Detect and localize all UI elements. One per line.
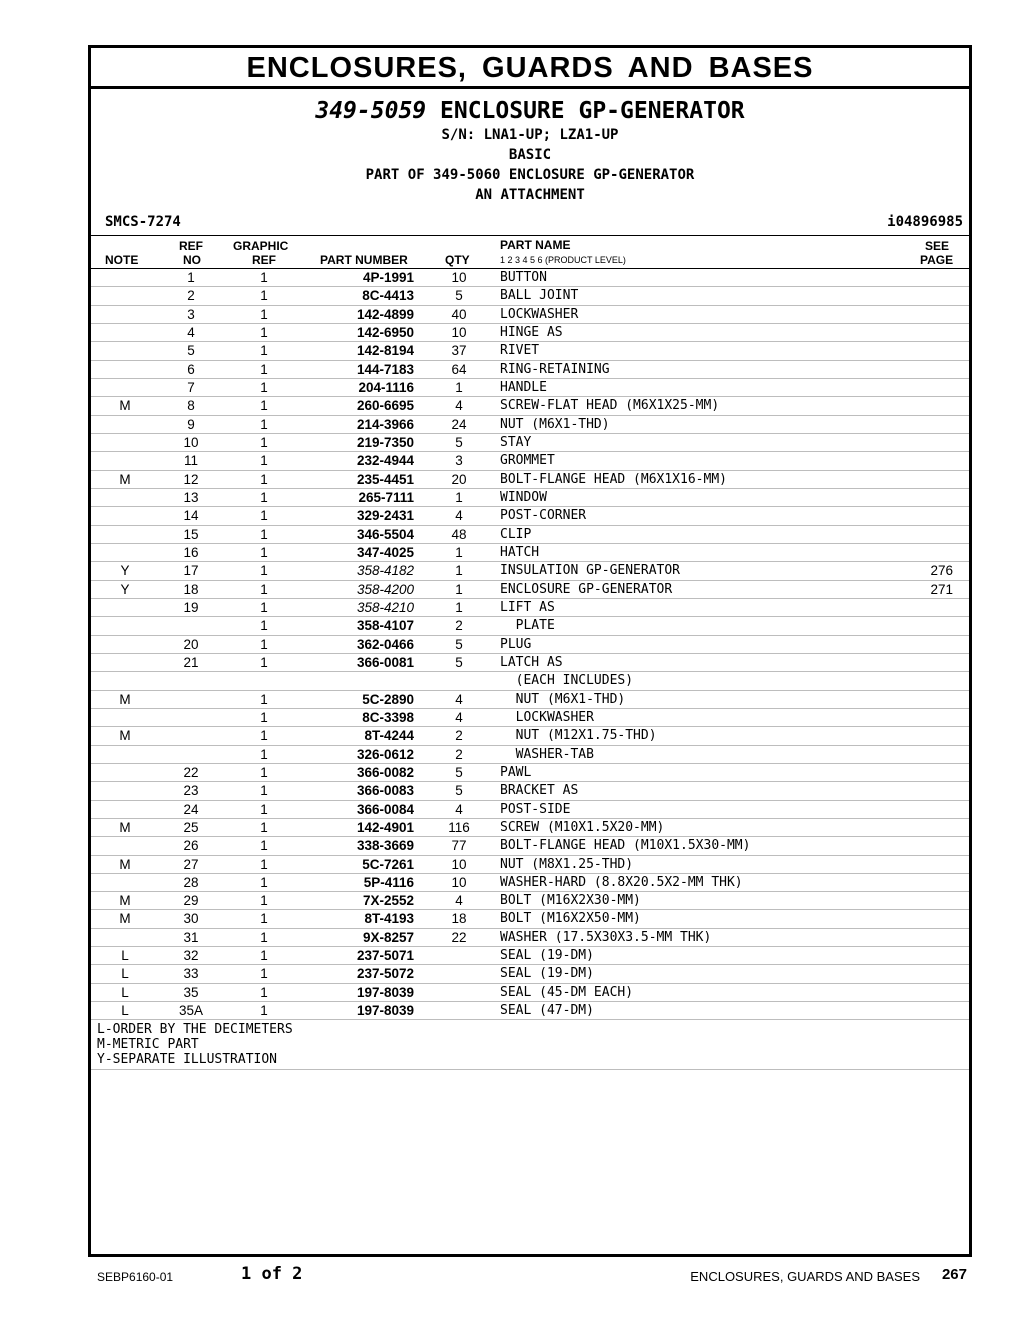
graphic-ref-cell: 1 xyxy=(260,544,268,560)
part-name-cell: NUT (M6X1-THD) xyxy=(500,691,626,707)
graphic-ref-cell: 1 xyxy=(260,508,268,524)
part-number-link[interactable]: 142-8194 xyxy=(356,343,414,359)
graphic-ref-cell: 1 xyxy=(260,599,268,615)
table-row xyxy=(91,471,969,489)
table-row xyxy=(91,379,969,397)
table-row xyxy=(91,746,969,764)
part-name-cell: SEAL (19-DM) xyxy=(500,948,594,964)
part-name-cell: PAWL xyxy=(500,764,532,780)
table-row xyxy=(91,965,969,983)
graphic-ref-cell: 1 xyxy=(260,581,268,597)
part-number-link[interactable]: 8T-4244 xyxy=(364,728,414,744)
footer-page-number: 267 xyxy=(941,1266,967,1283)
col-see-bottom: PAGE xyxy=(920,253,954,267)
part-number-link[interactable]: 142-4901 xyxy=(356,819,414,835)
graphic-ref-cell: 1 xyxy=(260,618,268,634)
qty-cell: 5 xyxy=(455,654,463,670)
table-row xyxy=(91,782,969,800)
parts-table xyxy=(91,269,969,1020)
graphic-ref-cell: 1 xyxy=(260,379,268,395)
table-row xyxy=(91,306,969,324)
note-cell: M xyxy=(119,728,131,744)
table-row xyxy=(91,361,969,379)
note-cell: M xyxy=(119,819,131,835)
graphic-ref-cell: 1 xyxy=(260,709,268,725)
col-qty: QTY xyxy=(445,253,470,267)
part-number-link[interactable]: 214-3966 xyxy=(356,416,414,432)
graphic-ref-cell: 1 xyxy=(260,948,268,964)
section-title: ENCLOSURES, GUARDS AND BASES xyxy=(91,48,969,89)
qty-cell: 5 xyxy=(455,434,463,450)
table-row xyxy=(91,764,969,782)
qty-cell: 2 xyxy=(455,618,463,634)
footer-doc-id: SEBP6160-01 xyxy=(97,1270,174,1284)
table-row xyxy=(91,709,969,727)
qty-cell: 5 xyxy=(455,764,463,780)
ref-no-cell: 18 xyxy=(183,581,199,597)
qty-cell: 5 xyxy=(455,636,463,652)
table-row xyxy=(91,397,969,415)
part-number-link[interactable]: 5C-2890 xyxy=(362,691,414,707)
table-row xyxy=(91,801,969,819)
part-number-link[interactable]: 326-0612 xyxy=(356,746,414,762)
graphic-ref-cell: 1 xyxy=(260,343,268,359)
ref-no-cell: 21 xyxy=(183,654,199,670)
note-cell: M xyxy=(119,471,131,487)
part-number-link[interactable]: 358-4107 xyxy=(356,618,414,634)
qty-cell: 37 xyxy=(451,343,467,359)
ref-no-cell: 35 xyxy=(183,984,199,1000)
part-number-link[interactable]: 358-4210 xyxy=(356,599,414,615)
level-label: BASIC xyxy=(508,147,552,163)
table-row xyxy=(91,691,969,709)
table-row xyxy=(91,324,969,342)
table-row xyxy=(91,581,969,599)
note-cell: M xyxy=(119,691,131,707)
note-line: Y-SEPARATE ILLUSTRATION xyxy=(97,1052,278,1068)
ref-no-cell: 30 xyxy=(183,911,199,927)
table-row xyxy=(91,837,969,855)
part-number-link[interactable]: 237-5072 xyxy=(356,966,414,982)
ref-no-cell: 31 xyxy=(183,929,199,945)
table-row xyxy=(91,672,969,690)
table-row xyxy=(91,947,969,965)
group-part-number[interactable]: 349-5059 xyxy=(315,98,427,124)
part-name-cell: LIFT AS xyxy=(500,599,555,615)
part-number-link[interactable]: 197-8039 xyxy=(356,1003,414,1019)
part-number-link[interactable]: 366-0084 xyxy=(356,801,414,817)
part-number-link[interactable]: 8C-3398 xyxy=(362,709,414,725)
attachment-label: AN ATTACHMENT xyxy=(475,187,585,203)
qty-cell: 1 xyxy=(455,599,463,615)
qty-cell: 18 xyxy=(451,911,467,927)
part-number-link[interactable]: 197-8039 xyxy=(356,984,414,1000)
part-number-link[interactable]: 232-4944 xyxy=(356,453,414,469)
ref-no-cell: 33 xyxy=(183,966,199,982)
part-name-cell: SCREW (M10X1.5X20-MM) xyxy=(500,819,665,835)
qty-cell: 1 xyxy=(455,489,463,505)
table-row xyxy=(91,562,969,580)
ref-no-cell: 17 xyxy=(183,563,199,579)
part-name-cell: BUTTON xyxy=(500,270,547,285)
table-row xyxy=(91,544,969,562)
part-number-link[interactable]: 7X-2552 xyxy=(362,893,414,909)
col-product-level: 1 2 3 4 5 6 (PRODUCT LEVEL) xyxy=(500,255,626,265)
qty-cell: 10 xyxy=(451,324,467,340)
serial-numbers: S/N: LNA1-UP; LZA1-UP xyxy=(441,127,619,143)
qty-cell: 116 xyxy=(448,819,470,835)
part-number-link[interactable]: 8C-4413 xyxy=(362,288,414,304)
part-number-link[interactable]: 219-7350 xyxy=(356,434,414,450)
group-title xyxy=(91,97,969,125)
note-cell: Y xyxy=(120,581,130,597)
see-page-link[interactable]: 271 xyxy=(930,581,953,597)
qty-cell: 2 xyxy=(455,728,463,744)
ref-no-cell: 7 xyxy=(187,379,195,395)
table-row xyxy=(91,1002,969,1020)
part-name-cell: SEAL (45-DM EACH) xyxy=(500,984,634,1000)
note-cell: L xyxy=(121,948,129,964)
column-headers xyxy=(91,236,969,269)
ref-no-cell: 26 xyxy=(183,838,199,854)
ref-no-cell: 3 xyxy=(187,306,195,322)
ref-no-cell: 29 xyxy=(183,893,199,909)
qty-cell: 10 xyxy=(451,874,467,890)
qty-cell: 5 xyxy=(455,288,463,304)
ref-no-cell: 22 xyxy=(183,764,199,780)
graphic-ref-cell: 1 xyxy=(260,398,268,414)
smcs-code: SMCS-7274 xyxy=(105,214,181,230)
qty-cell: 77 xyxy=(451,838,467,854)
qty-cell: 4 xyxy=(455,398,463,414)
graphic-ref-cell: 1 xyxy=(260,563,268,579)
table-row xyxy=(91,416,969,434)
ref-no-cell: 23 xyxy=(183,783,199,799)
footer-page-of: 1 of 2 xyxy=(241,1264,303,1284)
note-cell: M xyxy=(119,398,131,414)
graphic-ref-cell: 1 xyxy=(260,270,268,285)
part-name-cell: (EACH INCLUDES) xyxy=(500,673,634,689)
part-name-cell: NUT (M12X1.75-THD) xyxy=(500,728,657,744)
qty-cell: 4 xyxy=(455,508,463,524)
page-frame xyxy=(88,45,972,1257)
table-row xyxy=(91,599,969,617)
graphic-ref-cell: 1 xyxy=(260,838,268,854)
part-number-link[interactable]: 260-6695 xyxy=(356,398,414,414)
ref-no-cell: 2 xyxy=(187,288,195,304)
part-number-link[interactable]: 338-3669 xyxy=(356,838,414,854)
graphic-ref-cell: 1 xyxy=(260,929,268,945)
note-line: M-METRIC PART xyxy=(97,1037,199,1053)
note-cell: M xyxy=(119,893,131,909)
part-name-cell: WINDOW xyxy=(500,489,547,505)
qty-cell: 64 xyxy=(451,361,467,377)
ref-no-cell: 25 xyxy=(183,819,199,835)
part-name-cell: PLUG xyxy=(500,636,532,652)
illustration-id: i04896985 xyxy=(887,214,963,230)
see-page-link[interactable]: 276 xyxy=(930,563,953,579)
graphic-ref-cell: 1 xyxy=(260,636,268,652)
graphic-ref-cell: 1 xyxy=(260,691,268,707)
graphic-ref-cell: 1 xyxy=(260,764,268,780)
part-name-cell: BOLT (M16X2X50-MM) xyxy=(500,911,641,927)
graphic-ref-cell: 1 xyxy=(260,654,268,670)
ref-no-cell: 15 xyxy=(183,526,199,542)
graphic-ref-cell: 1 xyxy=(260,288,268,304)
smcs-line xyxy=(91,211,969,235)
table-row xyxy=(91,819,969,837)
part-name-cell: BOLT-FLANGE HEAD (M6X1X16-MM) xyxy=(500,471,727,487)
ref-no-cell: 16 xyxy=(183,544,199,560)
qty-cell: 48 xyxy=(451,526,467,542)
part-name-cell: WASHER-TAB xyxy=(500,746,594,762)
graphic-ref-cell: 1 xyxy=(260,471,268,487)
qty-cell: 10 xyxy=(451,856,467,872)
table-row xyxy=(91,507,969,525)
part-name-cell: BRACKET AS xyxy=(500,783,579,799)
part-number-link[interactable]: 4P-1991 xyxy=(362,270,414,285)
part-name-cell: HATCH xyxy=(500,544,540,560)
part-of-label: PART OF 349-5060 ENCLOSURE GP-GENERATOR xyxy=(365,167,695,183)
graphic-ref-cell: 1 xyxy=(260,434,268,450)
table-row xyxy=(91,892,969,910)
graphic-ref-cell: 1 xyxy=(260,453,268,469)
qty-cell: 1 xyxy=(455,563,463,579)
table-row xyxy=(91,910,969,928)
note-cell: M xyxy=(119,911,131,927)
graphic-ref-cell: 1 xyxy=(260,783,268,799)
part-number-link[interactable]: 5C-7261 xyxy=(362,856,414,872)
part-name-cell: BALL JOINT xyxy=(500,288,579,304)
ref-no-cell: 4 xyxy=(187,324,195,340)
ref-no-cell: 1 xyxy=(187,270,195,285)
note-cell: L xyxy=(121,966,129,982)
part-name-cell: WASHER (17.5X30X3.5-MM THK) xyxy=(500,929,712,945)
table-row xyxy=(91,874,969,892)
graphic-ref-cell: 1 xyxy=(260,801,268,817)
part-name-cell: GROMMET xyxy=(500,453,555,469)
ref-no-cell: 9 xyxy=(187,416,195,432)
part-number-link[interactable]: 142-6950 xyxy=(356,324,414,340)
part-name-cell: LOCKWASHER xyxy=(500,306,579,322)
table-row xyxy=(91,489,969,507)
part-number-link[interactable]: 204-1116 xyxy=(358,379,414,395)
col-graphic-bottom: REF xyxy=(252,253,276,267)
part-number-link[interactable]: 347-4025 xyxy=(356,544,414,560)
graphic-ref-cell: 1 xyxy=(260,306,268,322)
part-name-cell: HANDLE xyxy=(500,379,547,395)
qty-cell: 3 xyxy=(455,453,463,469)
col-note: NOTE xyxy=(105,253,139,267)
ref-no-cell: 24 xyxy=(183,801,199,817)
table-row xyxy=(91,727,969,745)
part-number-link[interactable]: 142-4899 xyxy=(356,306,414,322)
part-name-cell: BOLT-FLANGE HEAD (M10X1.5X30-MM) xyxy=(500,838,751,854)
part-name-cell: LATCH AS xyxy=(500,654,563,670)
graphic-ref-cell: 1 xyxy=(260,966,268,982)
ref-no-cell: 10 xyxy=(183,434,199,450)
part-number-link[interactable]: 358-4200 xyxy=(356,581,414,597)
graphic-ref-cell: 1 xyxy=(260,728,268,744)
part-name-cell: HINGE AS xyxy=(500,324,563,340)
part-number-link[interactable]: 366-0082 xyxy=(356,764,414,780)
notes-legend xyxy=(91,1020,969,1070)
graphic-ref-cell: 1 xyxy=(260,361,268,377)
qty-cell: 4 xyxy=(455,709,463,725)
part-name-cell: SEAL (19-DM) xyxy=(500,966,594,982)
note-cell: Y xyxy=(120,563,130,579)
qty-cell: 4 xyxy=(455,893,463,909)
graphic-ref-cell: 1 xyxy=(260,893,268,909)
footer-section: ENCLOSURES, GUARDS AND BASES xyxy=(690,1269,920,1284)
graphic-ref-cell: 1 xyxy=(260,874,268,890)
ref-no-cell: 20 xyxy=(183,636,199,652)
qty-cell: 1 xyxy=(455,581,463,597)
table-row xyxy=(91,654,969,672)
part-number-link[interactable]: 9X-8257 xyxy=(362,929,414,945)
qty-cell: 22 xyxy=(451,929,467,945)
part-name-cell: PLATE xyxy=(500,618,555,634)
part-name-cell: POST-CORNER xyxy=(500,508,587,524)
part-name-cell: NUT (M6X1-THD) xyxy=(500,416,610,432)
part-number-link[interactable]: 329-2431 xyxy=(356,508,414,524)
part-name-cell: RIVET xyxy=(500,343,540,359)
part-number-link[interactable]: 265-7111 xyxy=(358,489,414,505)
col-part-number: PART NUMBER xyxy=(320,253,408,267)
note-cell: L xyxy=(121,984,129,1000)
table-row xyxy=(91,984,969,1002)
page-footer xyxy=(0,1262,1020,1292)
col-see-top: SEE xyxy=(925,239,950,253)
graphic-ref-cell: 1 xyxy=(260,489,268,505)
note-cell: M xyxy=(119,856,131,872)
part-number-link[interactable]: 235-4451 xyxy=(356,471,414,487)
ref-no-cell: 5 xyxy=(187,343,195,359)
table-row xyxy=(91,856,969,874)
qty-cell: 20 xyxy=(451,471,467,487)
part-name-cell: STAY xyxy=(500,434,532,450)
qty-cell: 1 xyxy=(455,544,463,560)
note-line: L-ORDER BY THE DECIMETERS xyxy=(97,1022,293,1038)
table-row xyxy=(91,452,969,470)
ref-no-cell: 13 xyxy=(183,489,199,505)
part-number-link[interactable]: 5P-4116 xyxy=(363,874,414,890)
part-number-link[interactable]: 237-5071 xyxy=(356,948,414,964)
part-name-cell: SEAL (47-DM) xyxy=(500,1003,594,1019)
group-header xyxy=(91,97,969,205)
graphic-ref-cell: 1 xyxy=(260,324,268,340)
part-name-cell: LOCKWASHER xyxy=(500,709,594,725)
ref-no-cell: 11 xyxy=(183,453,198,469)
table-row xyxy=(91,287,969,305)
qty-cell: 4 xyxy=(455,801,463,817)
part-name-cell: SCREW-FLAT HEAD (M6X1X25-MM) xyxy=(500,398,720,414)
group-part-title: ENCLOSURE GP-GENERATOR xyxy=(440,98,745,124)
col-part-name: PART NAME xyxy=(500,238,571,252)
part-name-cell: RING-RETAINING xyxy=(500,361,610,377)
ref-no-cell: 27 xyxy=(183,856,199,872)
table-row xyxy=(91,617,969,635)
part-name-cell: POST-SIDE xyxy=(500,801,571,817)
graphic-ref-cell: 1 xyxy=(260,984,268,1000)
table-row xyxy=(91,434,969,452)
part-number-link[interactable]: 362-0466 xyxy=(356,636,414,652)
ref-no-cell: 28 xyxy=(183,874,199,890)
part-number-link[interactable]: 8T-4193 xyxy=(364,911,414,927)
table-row xyxy=(91,636,969,654)
table-row xyxy=(91,342,969,360)
qty-cell: 2 xyxy=(455,746,463,762)
ref-no-cell: 19 xyxy=(183,599,199,615)
ref-no-cell: 12 xyxy=(183,471,199,487)
qty-cell: 1 xyxy=(455,379,463,395)
qty-cell: 5 xyxy=(455,783,463,799)
graphic-ref-cell: 1 xyxy=(260,416,268,432)
qty-cell: 4 xyxy=(455,691,463,707)
ref-no-cell: 8 xyxy=(187,398,195,414)
qty-cell: 10 xyxy=(451,270,467,285)
part-name-cell: NUT (M8X1.25-THD) xyxy=(500,856,634,872)
part-name-cell: WASHER-HARD (8.8X20.5X2-MM THK) xyxy=(500,874,743,890)
part-number-link[interactable]: 346-5504 xyxy=(356,526,414,542)
note-cell: L xyxy=(121,1003,129,1019)
ref-no-cell: 14 xyxy=(183,508,199,524)
table-row xyxy=(91,929,969,947)
ref-no-cell: 35A xyxy=(178,1003,204,1019)
part-name-cell: BOLT (M16X2X30-MM) xyxy=(500,893,641,909)
part-name-cell: INSULATION GP-GENERATOR xyxy=(500,563,681,579)
part-number-link[interactable]: 144-7183 xyxy=(356,361,414,377)
graphic-ref-cell: 1 xyxy=(260,1003,268,1019)
ref-no-cell: 6 xyxy=(187,361,195,377)
part-name-cell: ENCLOSURE GP-GENERATOR xyxy=(500,581,673,597)
part-name-cell: CLIP xyxy=(500,526,532,542)
qty-cell: 24 xyxy=(451,416,467,432)
table-row xyxy=(91,269,969,287)
part-number-link[interactable]: 366-0083 xyxy=(356,783,414,799)
graphic-ref-cell: 1 xyxy=(260,911,268,927)
graphic-ref-cell: 1 xyxy=(260,856,268,872)
part-number-link[interactable]: 358-4182 xyxy=(356,563,414,579)
graphic-ref-cell: 1 xyxy=(260,819,268,835)
graphic-ref-cell: 1 xyxy=(260,746,268,762)
qty-cell: 40 xyxy=(451,306,467,322)
col-ref-top: REF xyxy=(179,239,203,253)
part-number-link[interactable]: 366-0081 xyxy=(356,654,414,670)
ref-no-cell: 32 xyxy=(183,948,199,964)
col-ref-bottom: NO xyxy=(183,253,201,267)
table-row xyxy=(91,526,969,544)
col-graphic-top: GRAPHIC xyxy=(233,239,289,253)
graphic-ref-cell: 1 xyxy=(260,526,268,542)
